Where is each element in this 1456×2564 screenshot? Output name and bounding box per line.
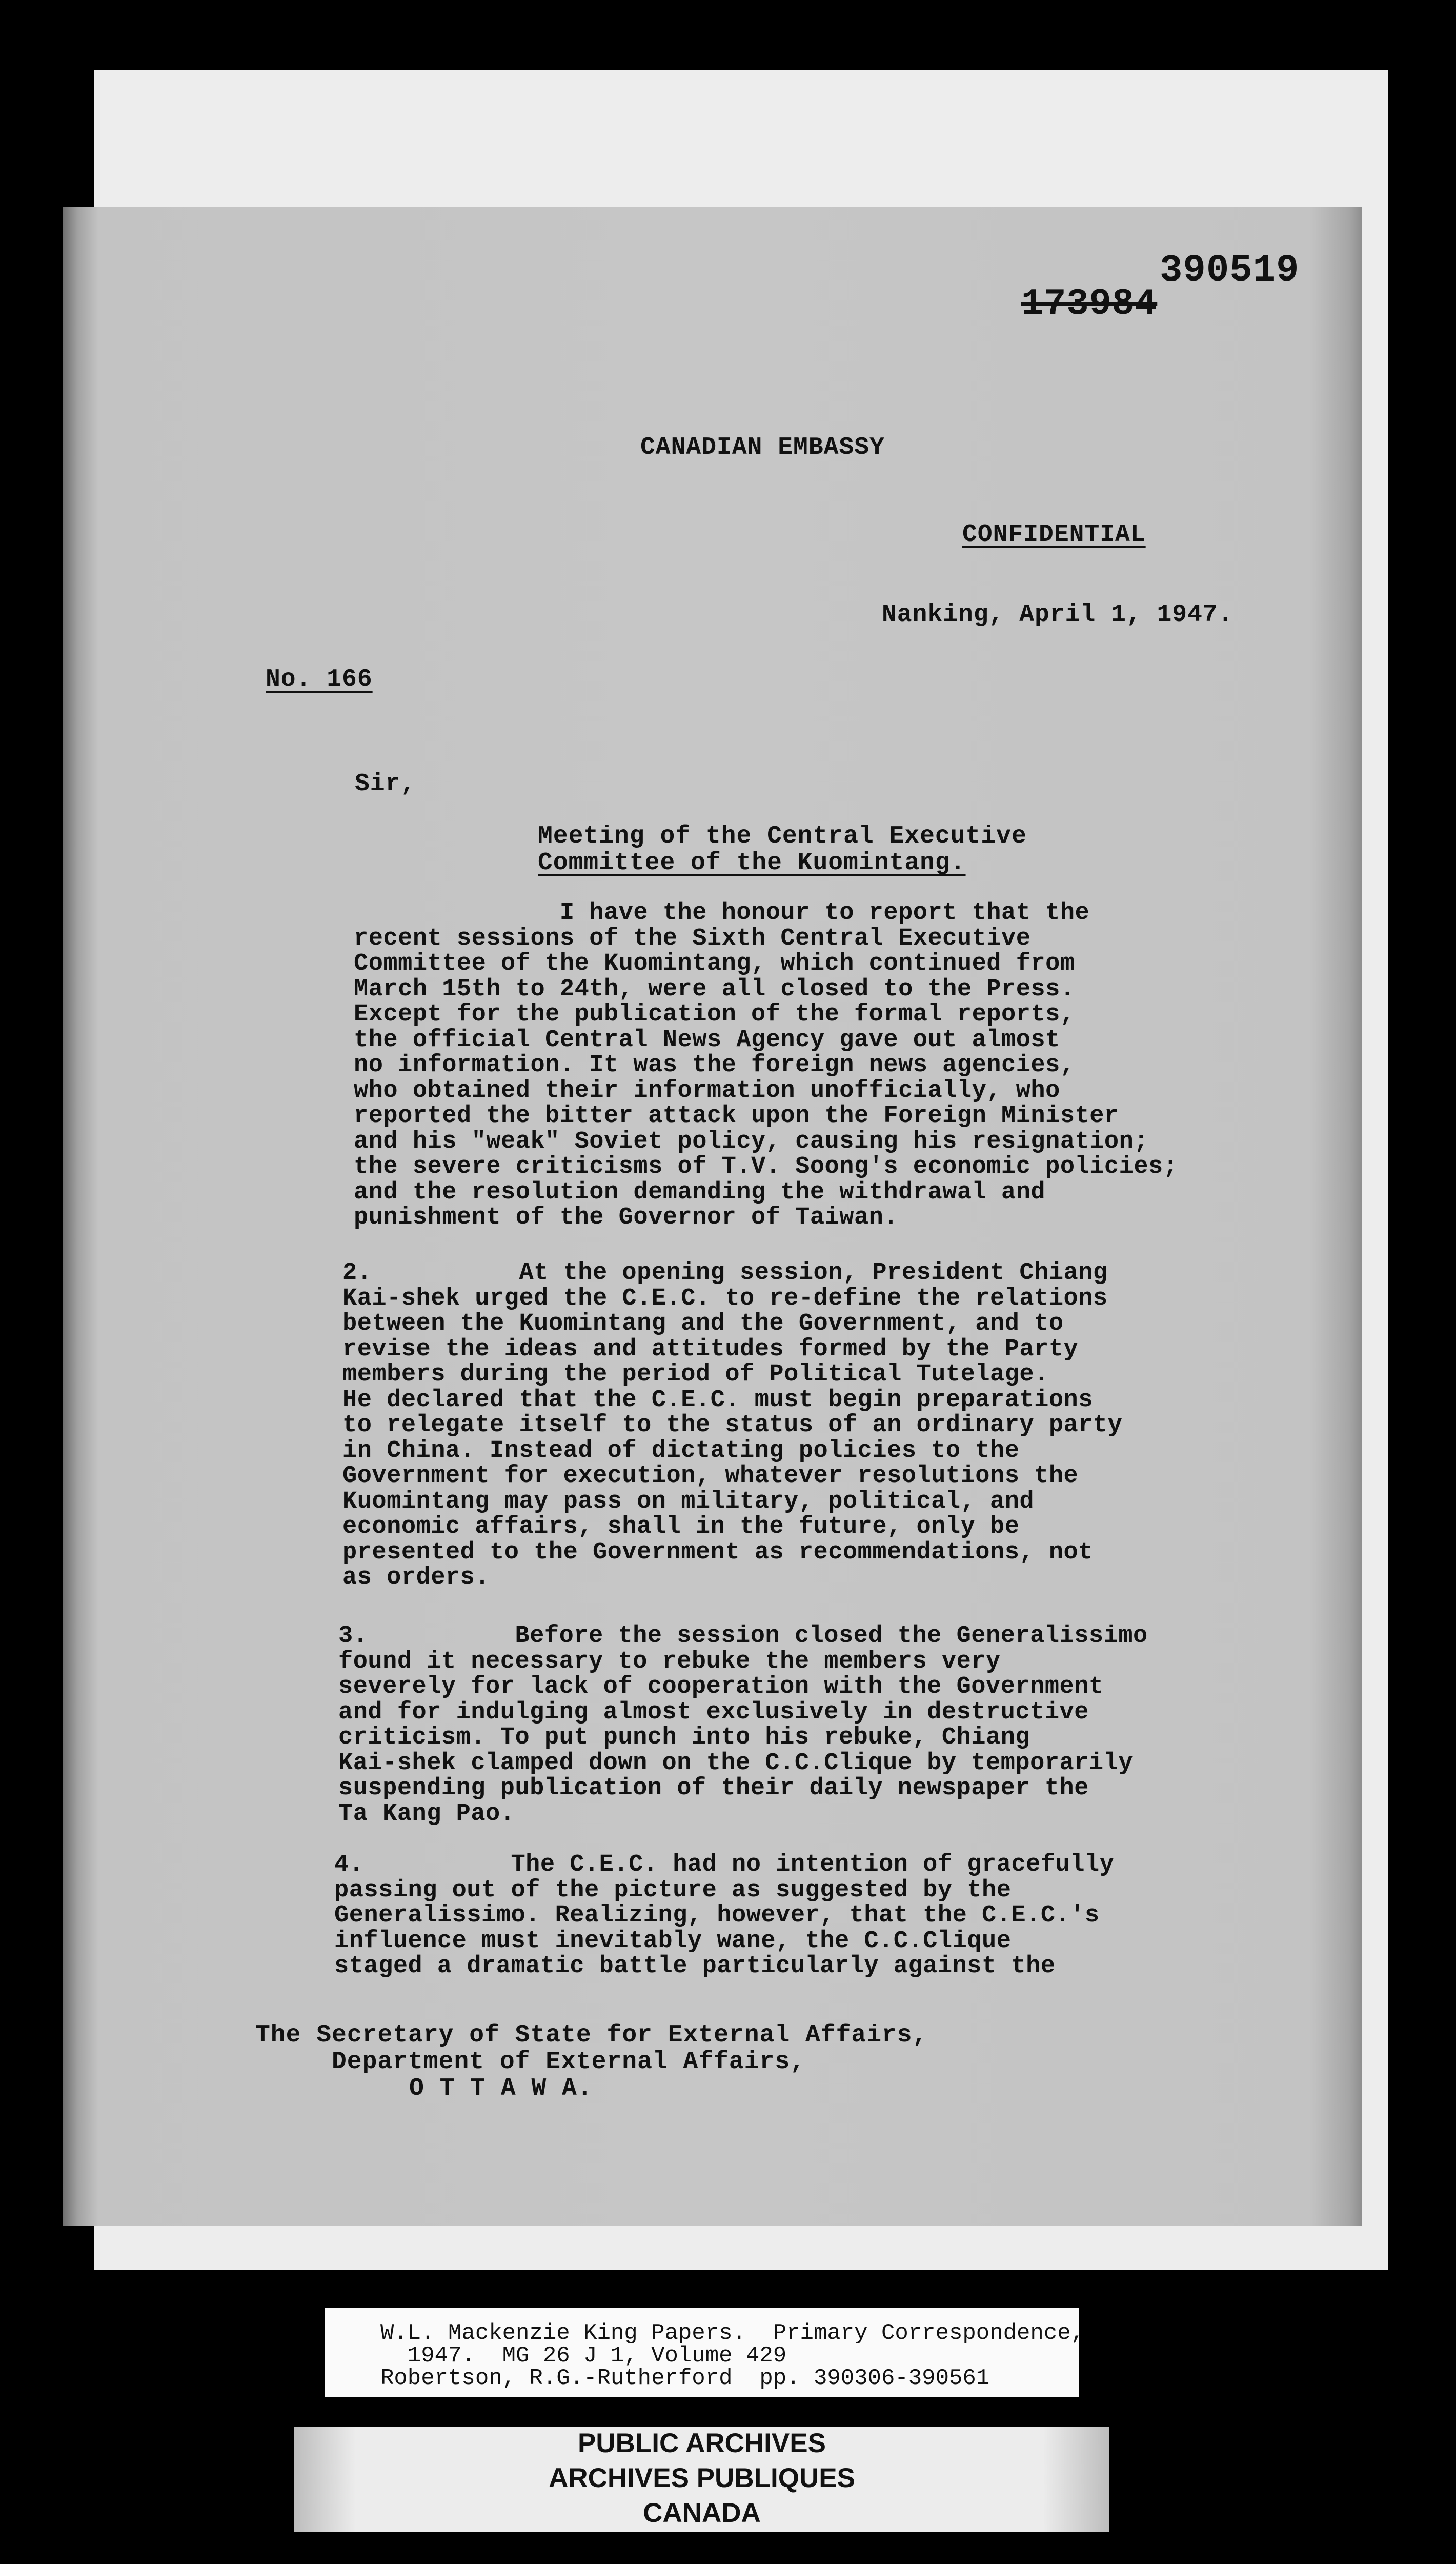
archive-citation-label <box>325 2308 1085 2397</box>
paragraph-4: 4. The C.E.C. had no intention of gracefully passing out of the picture as suggested by the Generalissimo. Realizing, however, that the C.E.C.'s influence must inevitably wane, the C.C.Clique staged a dramatic battle particularly against the <box>334 1851 1115 1980</box>
classification-label: CONFIDENTIAL <box>962 521 1146 549</box>
stamp-line-country: CANADA <box>643 2498 761 2528</box>
citation-line-1: W.L. Mackenzie King Papers. Primary Correspondence, <box>380 2320 1085 2346</box>
salutation: Sir, <box>355 770 416 798</box>
subject-line-1: Meeting of the Central Executive <box>538 823 1027 850</box>
letter-page <box>63 207 1362 2226</box>
addressee-line-1: The Secretary of State for External Affairs, <box>255 2021 928 2049</box>
paragraph-3: 3. Before the session closed the Generalissimo found it necessary to rebuke the members very severely for lack of cooperation with the Government and for indulging almost exclusively in destructive criticism. To put punch into his rebuke, Chiang Kai-shek clamped down on the C.C.Clique by temporarily suspending publication of their daily newspaper the Ta Kang Pao. <box>338 1622 1148 1828</box>
addressee-line-3: O T T A W A. <box>409 2075 593 2102</box>
document-number: 390519 <box>1160 249 1300 292</box>
dateline: Nanking, April 1, 1947. <box>882 601 1233 629</box>
stamp-line-english: PUBLIC ARCHIVES <box>578 2428 826 2458</box>
stamp-line-french: ARCHIVES PUBLIQUES <box>549 2463 855 2493</box>
paragraph-1: I have the honour to report that the recent sessions of the Sixth Central Executive Committee of the Kuomintang, which continued from March 15th to 24th, were all closed to the Press. Except for the publication of the formal reports, the official Central News Agency gave out almost no information. It was the foreign news agencies, who obtained their information unofficially, who reported the bitter attack upon the Foreign Minister and his "weak" Soviet policy, causing his resignation; the severe criticisms of T.V. Soong's economic policies; and the resolution demanding the withdrawal and punishment of the Governor of Taiwan. <box>354 899 1178 1231</box>
letterhead: CANADIAN EMBASSY <box>640 434 885 462</box>
despatch-number: No. 166 <box>266 666 373 693</box>
subject-line-2: Committee of the Kuomintang. <box>538 849 966 877</box>
struck-document-number: 173984 <box>1021 283 1158 325</box>
citation-line-3: Robertson, R.G.-Rutherford pp. 390306-390561 <box>380 2366 990 2391</box>
paragraph-2: 2. At the opening session, President Chiang Kai-shek urged the C.E.C. to re-define the relations between the Kuomintang and the Government, and to revise the ideas and attitudes formed by the Party members during the period of Political Tutelage. He declared that the C.E.C. must begin preparations to relegate itself to the status of an ordinary party in China. Instead of dictating policies to the Government for execution, whatever resolutions the Kuomintang may pass on military, political, and economic affairs, shall in the future, only be presented to the Government as recommendations, not as orders. <box>342 1259 1123 1591</box>
addressee-line-2: Department of External Affairs, <box>332 2048 805 2076</box>
citation-line-2: 1947. MG 26 J 1, Volume 429 <box>380 2343 787 2369</box>
public-archives-stamp <box>294 2427 1109 2532</box>
